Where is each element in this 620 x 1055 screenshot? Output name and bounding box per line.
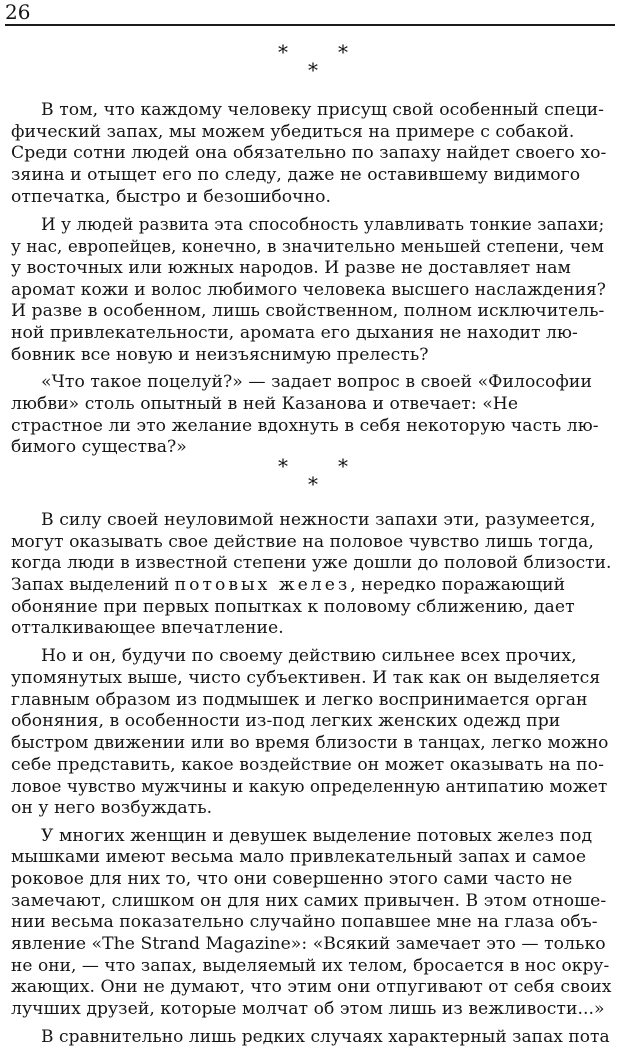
text-line: не они, — что запах, выделяемый их телом, бросается в нос окру- [11, 955, 610, 976]
text-line: ловое чувство мужчины и какую определенную антипатию может [11, 776, 608, 797]
paragraph [11, 372, 611, 459]
text-line: В силу своей неуловимой нежности запахи эти, разумеется, [41, 510, 596, 530]
text-line: бимого существа?» [11, 437, 187, 458]
text-line: роковое для них то, что они совершенно этого сами часто не [11, 869, 573, 889]
paragraph [11, 510, 611, 640]
text-line: мышками имеют весьма мало привлекательный запах и самое [11, 847, 587, 868]
text-section-1 [11, 100, 611, 465]
paragraph [11, 826, 611, 1021]
text-line [11, 575, 611, 597]
spaced-emphasis: потовых желез [174, 575, 351, 596]
separator-star: * [308, 58, 318, 82]
separator-star: * [338, 454, 348, 478]
section-separator [250, 40, 370, 82]
text-line: И у людей развита эта способность улавливать тонкие запахи; [41, 214, 605, 235]
text-line: нии весьма показательно случайно попавшее мне на глаза объ- [11, 912, 598, 933]
text-line: упомянутых выше, чисто субъективен. И так как он выделяется [11, 667, 601, 688]
separator-star: * [308, 472, 318, 496]
text-line: у восточных или южных народов. И разве не доставляет нам [11, 257, 571, 278]
text-line: ной привлекательности, аромата его дыхания не находит лю- [11, 322, 578, 343]
text-line: жающих. Они не думают, что этим они отпугивают от себя своих [11, 977, 612, 998]
text-line: отталкивающее впечатление. [11, 618, 284, 639]
page-number: 26 [5, 0, 31, 24]
paragraph [11, 100, 611, 208]
text-line: аромат кожи и волос любимого человека высшего наслаждения? [11, 279, 606, 300]
text-line: Среди сотни людей она обязательно по запаху найдет своего хо- [11, 143, 607, 164]
separator-star: * [278, 454, 288, 478]
separator-star: * [338, 40, 348, 64]
text-line: быстром движении или во время близости в танцах, легко можно [11, 732, 609, 753]
paragraph [11, 1027, 611, 1049]
paragraph [11, 214, 611, 366]
text-line: У многих женщин и девушек выделение потовых желез под [41, 825, 593, 846]
header-rule [5, 24, 615, 26]
text-line: бовник все новую и неизъяснимую прелесть? [11, 344, 429, 365]
text-line: у нас, европейцев, конечно, в значительно меньшей степени, чем [11, 236, 604, 257]
text-line: страстное ли это желание вдохнуть в себя некоторую часть лю- [11, 415, 599, 436]
separator-star: * [278, 40, 288, 64]
paragraph [11, 646, 611, 820]
text-line: «Что такое поцелуй?» — задает вопрос в своей «Философии [41, 372, 592, 393]
text-line: И разве в особенном, лишь свойственном, полном исключитель- [11, 301, 605, 322]
text-line: Но и он, будучи по своему действию сильнее всех прочих, [41, 646, 577, 667]
text-section-2 [11, 510, 611, 1055]
text-line: он у него возбуждать. [11, 797, 213, 818]
text-line: зяина и отыщет его по следу, даже не оставившему видимого [11, 165, 581, 186]
text-line: отпечатка, быстро и безошибочно. [11, 186, 332, 207]
text-line: когда люди в известной степени уже дошли до половой близости. [11, 553, 612, 574]
text-line: замечают, слишком он для них самих привычен. В этом отноше- [11, 890, 607, 911]
text-line: главным образом из подмышек и легко воспринимается орган [11, 689, 588, 710]
text-line: В сравнительно лишь редких случаях характерный запах пота [41, 1026, 610, 1047]
text-line: любви» столь опытный в ней Казанова и отвечает: «Не [11, 393, 519, 414]
text-line: В том, что каждому человеку присущ свой особенный специ- [41, 100, 604, 120]
section-separator [250, 454, 370, 496]
text-line: фический запах, мы можем убедиться на примере с собакой. [11, 121, 575, 142]
text-line: обоняния, в особенности из-под легких женских одежд при [11, 711, 561, 732]
text-line: явление «The Strand Magazine»: «Всякий замечает это — только [11, 934, 606, 955]
text-line: лучших друзей, которые молчат об этом лишь из вежливости...» [11, 999, 605, 1020]
text-run: Запах выделений [11, 575, 175, 596]
text-run: , нередко поражающий [350, 575, 566, 596]
text-line: себе представить, какое воздействие он может оказывать на по- [11, 754, 604, 775]
text-line: могут оказывать свое действие на половое чувство лишь тогда, [11, 531, 594, 552]
text-line: обоняние при первых попытках к половому сближению, дает [11, 596, 575, 617]
